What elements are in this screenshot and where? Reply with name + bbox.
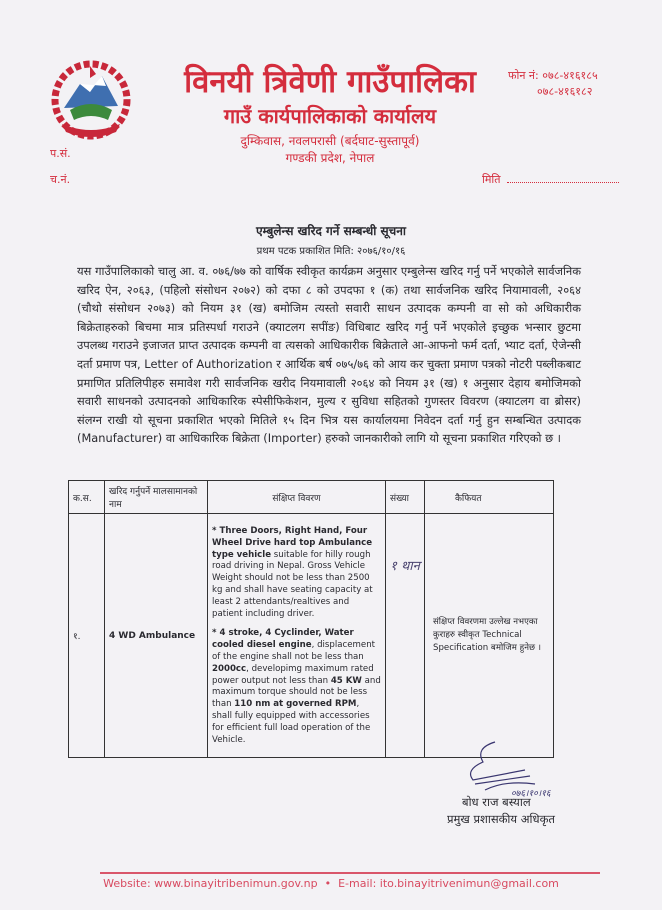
municipality-title: विनयी त्रिवेणी गाउँपालिका xyxy=(184,64,476,100)
date-label: मिति xyxy=(482,173,501,186)
ps-label: प.सं. xyxy=(50,147,71,160)
published-date: प्रथम पटक प्रकाशित मिति: २०७६/१०/१६ xyxy=(256,246,406,257)
footer-divider xyxy=(100,872,600,874)
table-row xyxy=(69,514,554,758)
cell-quantity: १ थान xyxy=(386,514,425,758)
handwritten-signature xyxy=(455,740,575,800)
footer-email: E-mail: ito.binayitrivenimun@gmail.com xyxy=(338,877,559,890)
phone-1 xyxy=(508,68,598,83)
table-header-row xyxy=(69,481,554,514)
notice-body: यस गाउँपालिकाको चालु आ. व. ०७६/७७ को वार्षिक स्वीकृत कार्यक्रम अनुसार एम्बुलेन्स खरिद गर्नु पर्ने भएकोले सार्वजनिक खरिद ऐन, २०६३, (पहिलो संसोधन २०७२) को दफा ८ को उपदफा १ (क) तथा सार्वजनिक खरिद नियामावली, २०६४ (चौथो संसोधन २०७३) को नियम ३१ (ख) बमोजिम त्यस्तो सवारी साधन उत्पादक कम्पनी वा सो को अधिकारीक बिक्रेताहरुको बिचमा मात्र प्रतिस्पर्धा गराउने (क्याटलग सपींङ) विधिबाट खरिद गर्नु पर्ने भएकोले इच्छुक भन्सार छुटमा उपलब्ध गराउने इजाजत प्राप्त उत्पादक कम्पनी वा त्यसको आधिकारीक बिक्रेताले आ-आफनो फर्म दर्ता, भ्याट दर्ता, ऐजेन्सी दर्ता प्रमाण पत्र, Letter of Authorization र आर्थिक बर्ष ०७५/७६ को आय कर चुक्ता प्रमाण पत्रको नोटरी पब्लीकबाट प्रमाणित प्रतिलिपीहरु समावेश गरी सार्वजनिक खरीद नियमावाली २०६४ को नियम ३१ (ख) १ अनुसार देहाय बमोजिमको सवारी साधनको उत्पादनको आधिकारिक स्पेसीफिकेशन, मुल्य र सुविधा सहितको गुणस्तर विवरण (क्याटलग वा ब्रोसर) संलग्न राखी यो सूचना प्रकाशित भएको मितिले १५ दिन भित्र यस कार्यालयमा निवेदन दर्ता गर्नु हुन सम्बन्धित उत्पादक (Manufacturer) वा आधिकारिक बिक्रेता (Importer) हरुको जानकारीको लागि यो सूचना प्रकाशित गरिएको छ । xyxy=(77,264,581,446)
date-field xyxy=(482,172,619,187)
signatory-name: बोध राज बस्याल xyxy=(462,795,531,809)
cell-description xyxy=(208,514,386,758)
phone-label: फोन नं: xyxy=(508,69,539,82)
header-quantity: संख्या xyxy=(386,481,425,514)
phone-number-1: ०७८-४१६१८५ xyxy=(542,69,598,82)
cn-label: च.नं. xyxy=(50,173,71,186)
header-remarks: कैफियत xyxy=(425,481,554,514)
address-line-1: दुम्किवास, नवलपरासी (बर्दघाट-सुस्तापूर्व) xyxy=(240,134,420,148)
cell-sn: १. xyxy=(69,514,105,758)
desc2-bold: * 4 stroke, 4 Cyclinder, Water cooled diesel engine xyxy=(212,628,354,651)
desc2-kw: 45 KW xyxy=(330,675,362,686)
footer-website: Website: www.binayitribenimun.gov.np xyxy=(103,877,318,890)
header-sn: क.स. xyxy=(69,481,105,514)
notice-title: एम्बुलेन्स खरिद गर्ने सम्बन्धी सूचना xyxy=(255,224,406,238)
nepal-emblem-logo xyxy=(50,58,132,140)
desc2-torque: 110 nm at governed RPM xyxy=(234,699,357,710)
desc1-text: suitable for hilly rough road driving in Nepal. Gross Vehicle Weight should not be less than 2500 kg and shall have seating capacity at least 2 attendants/realtives and patient including driver. xyxy=(212,549,373,619)
desc1-bold: * Three Doors, Right Hand, Four Wheel Drive hard top Ambulance type vehicle xyxy=(212,526,373,560)
procurement-table xyxy=(68,480,554,758)
footer-separator: • xyxy=(324,877,332,890)
desc2-text-c: , developimg maximum rated power output not less than xyxy=(212,663,374,686)
desc2-cc: 2000cc xyxy=(212,663,247,674)
desc2-text-e: and maximum torque should not be less than xyxy=(212,675,381,710)
phone-number-2: ०७८-४१६१८२ xyxy=(537,85,593,98)
desc2-text-g: , shall fully equipped with accessories for efficient full load operation of the Vehicle. xyxy=(212,699,371,745)
address-line-2: गण्डकी प्रदेश, नेपाल xyxy=(285,151,375,165)
svg-text:०७६।१०।१६: ०७६।१०।१६ xyxy=(511,789,551,799)
cell-item: 4 WD Ambulance xyxy=(105,514,208,758)
cell-remarks: संक्षिप्त विवरणमा उल्लेख नभएका कुराहरु स्वीकृत Technical Specification बमोजिम हुनेछ । xyxy=(425,514,554,758)
header-description: संक्षिप्त विवरण xyxy=(208,481,386,514)
desc2-text-a: , displacement of the engine shall not be less than xyxy=(212,640,376,662)
footer-contact xyxy=(0,877,662,890)
signatory-title: प्रमुख प्रशासकीय अधिकृत xyxy=(447,812,555,826)
header-item: खरिद गर्नुपर्ने मालसामानको नाम xyxy=(105,481,208,514)
office-subtitle: गाउँ कार्यपालिकाको कार्यालय xyxy=(223,104,437,128)
date-dotted-line xyxy=(507,182,619,183)
